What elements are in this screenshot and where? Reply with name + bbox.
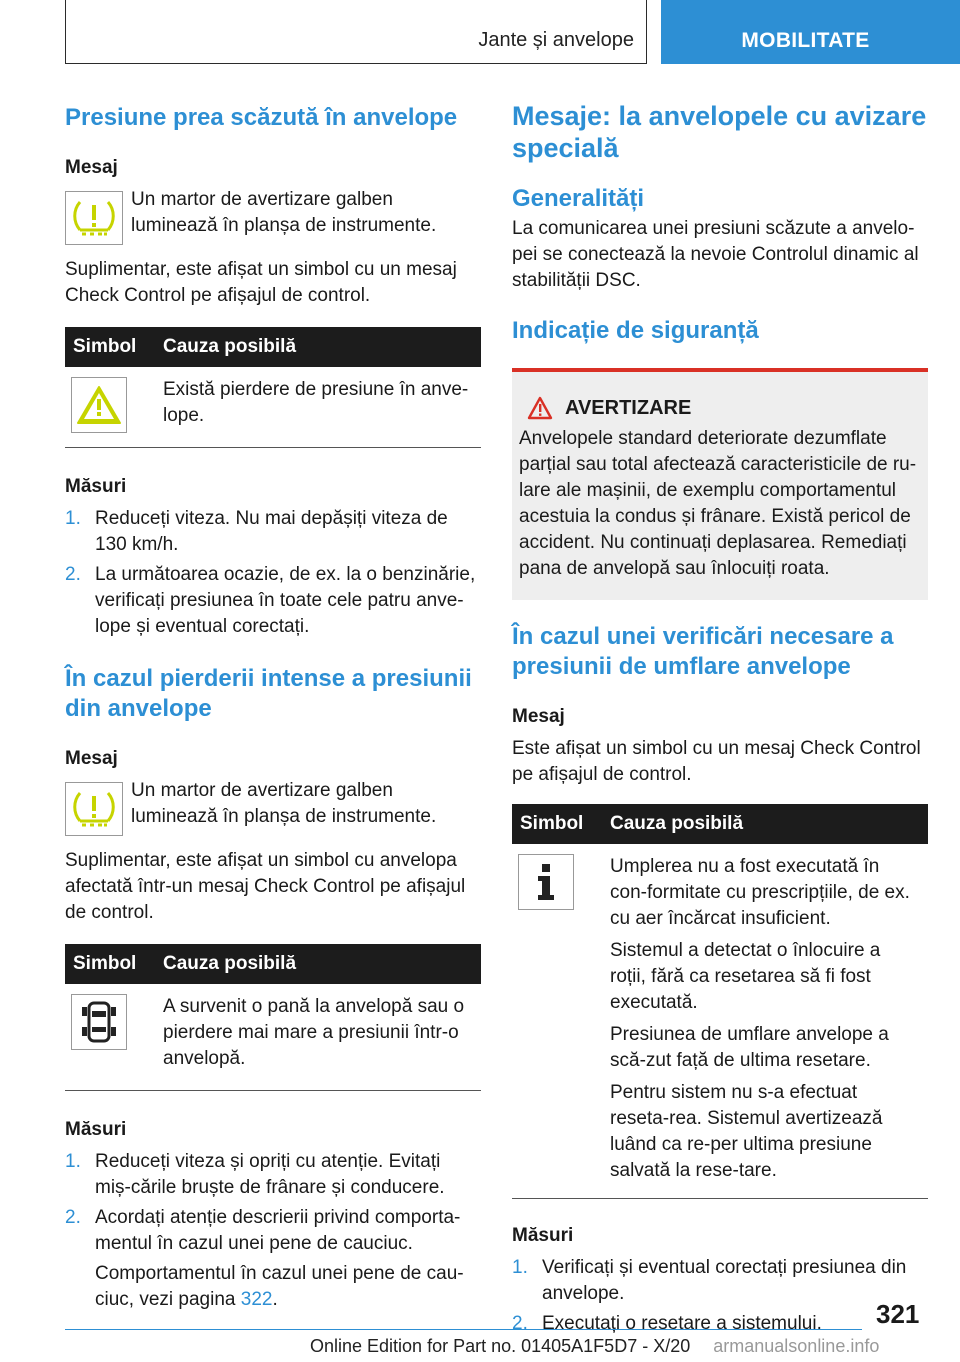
section-tab[interactable]: MOBILITATE bbox=[661, 0, 960, 64]
message-text: Un martor de avertizare galben luminează în planșa de instrumente. bbox=[131, 189, 437, 236]
message-row bbox=[65, 187, 481, 245]
tpms-warning-icon bbox=[65, 782, 123, 836]
measures-heading: Măsuri bbox=[512, 1225, 574, 1246]
list-item: 2. La următoarea ocazie, de ex. la o benzinărie, verificați presiunea în toate cele patru anve-lope și eventual corectați. bbox=[65, 564, 476, 637]
col-cause: Cauza posibilă bbox=[155, 944, 481, 984]
safety-title: Indicație de siguranță bbox=[512, 317, 759, 344]
cause-text: Există pierdere de presiune în anve-lope. bbox=[155, 367, 481, 448]
list-item: 1. Reduceți viteza. Nu mai depășiți viteza de 130 km/h. bbox=[65, 508, 448, 555]
warning-heading: AVERTIZARE bbox=[527, 396, 920, 420]
symbol-table-3 bbox=[512, 804, 928, 1199]
col-symbol: Simbol bbox=[65, 327, 155, 367]
cause-text: A survenit o pană la anvelopă sau o pierdere mai mare a presiunii într-o anvelopă. bbox=[155, 984, 481, 1091]
message-heading: Mesaj bbox=[512, 706, 565, 727]
yellow-warning-triangle-icon bbox=[71, 377, 127, 433]
chapter-title: Jante și anvelope bbox=[478, 29, 634, 51]
cross-reference: Comportamentul în cazul unei pene de cau-ciuc, vezi pagina 322. bbox=[95, 1263, 464, 1310]
message-row bbox=[65, 778, 481, 836]
cause-text: Presiunea de umflare anvelope a scă-zut față de ultima resetare. bbox=[610, 1024, 889, 1071]
message-text: Un martor de avertizare galben luminează în planșa de instrumente. bbox=[131, 780, 437, 827]
list-item: 1. Reduceți viteza și opriți cu atenție. Evitați miș-cările bruște de frânare și conducere. bbox=[65, 1151, 445, 1198]
measures-heading: Măsuri bbox=[65, 476, 127, 497]
cause-text: Umplerea nu a fost executată în con-formitate cu prescripțiile, de ex. cu aer încărcat insuficient. bbox=[610, 856, 910, 929]
measures-list-3 bbox=[512, 1255, 928, 1337]
list-item: 2. Executați o resetare a sistemului. bbox=[512, 1313, 822, 1334]
col-cause: Cauza posibilă bbox=[602, 804, 928, 844]
warning-triangle-icon bbox=[527, 396, 553, 420]
footer-edition: Online Edition for Part no. 01405A1F5D7 - X/20 armanualsonline.info bbox=[310, 1336, 880, 1356]
cause-text: Sistemul a detectat o înlocuire a roții, fără ca resetarea să fi fost executată. bbox=[610, 940, 881, 1013]
symbol-table-2 bbox=[65, 944, 481, 1091]
right-column bbox=[512, 100, 928, 1341]
cause-text: Pentru sistem nu s-a efectuat reseta-rea. Sistemul avertizează luând ca re-per ultima presiune salvată la rese-tare. bbox=[610, 1082, 883, 1181]
general-text: La comunicarea unei presiuni scăzute a anvelo-pei se conectează la nevoie Controlul dinamic al stabilității DSC. bbox=[512, 218, 919, 291]
reset-section-title: În cazul unei verificări necesare a presiunii de umflare anvelope bbox=[512, 623, 894, 680]
message-heading: Mesaj bbox=[65, 157, 118, 178]
col-symbol: Simbol bbox=[512, 804, 602, 844]
warning-text: Anvelopele standard deteriorate dezumflate parțial sau total afectează caracteristicile de ru-lare ale mașinii, de exemplu comportamentul acestuia la condus și frânare. Există pericol de accident. Nu continuați deplasarea. Remediați pana de anvelopă sau înlocuiți roata. bbox=[519, 428, 917, 579]
warning-box bbox=[512, 368, 928, 600]
symbol-table-1 bbox=[65, 327, 481, 448]
left-column bbox=[65, 100, 481, 1313]
info-text: Suplimentar, este afișat un simbol cu anvelopa afectată într-un mesaj Check Control pe afișajul de control. bbox=[65, 850, 466, 923]
col-symbol: Simbol bbox=[65, 944, 155, 984]
measures-list-1 bbox=[65, 506, 481, 640]
car-tire-icon bbox=[71, 994, 127, 1050]
page-number: 321 bbox=[876, 1299, 920, 1329]
info-text: Suplimentar, este afișat un simbol cu un mesaj Check Control pe afișajul de control. bbox=[65, 259, 457, 306]
section-title-severe-loss: În cazul pierderii intense a presiunii din anvelope bbox=[65, 665, 472, 722]
footer-divider bbox=[65, 1329, 862, 1330]
tpms-warning-icon bbox=[65, 191, 123, 245]
info-icon bbox=[518, 854, 574, 910]
general-title: Generalități bbox=[512, 185, 645, 212]
header-box bbox=[65, 0, 647, 64]
measures-list-2 bbox=[65, 1149, 481, 1257]
section-title-low-pressure: Presiune prea scăzută în anvelope bbox=[65, 104, 458, 131]
page-link[interactable]: 322 bbox=[240, 1289, 273, 1310]
message-text: Este afișat un simbol cu un mesaj Check Control pe afișajul de control. bbox=[512, 738, 921, 785]
list-item: 1. Verificați și eventual corectați presiunea din anvelope. bbox=[512, 1257, 907, 1304]
main-section-title: Mesaje: la anvelopele cu avizare specială bbox=[512, 101, 927, 163]
message-heading: Mesaj bbox=[65, 748, 118, 769]
measures-heading: Măsuri bbox=[65, 1119, 127, 1140]
list-item: 2. Acordați atenție descrierii privind comporta-mentul în cazul unei pene de cauciuc. bbox=[65, 1207, 461, 1254]
watermark: armanualsonline.info bbox=[713, 1336, 880, 1356]
col-cause: Cauza posibilă bbox=[155, 327, 481, 367]
